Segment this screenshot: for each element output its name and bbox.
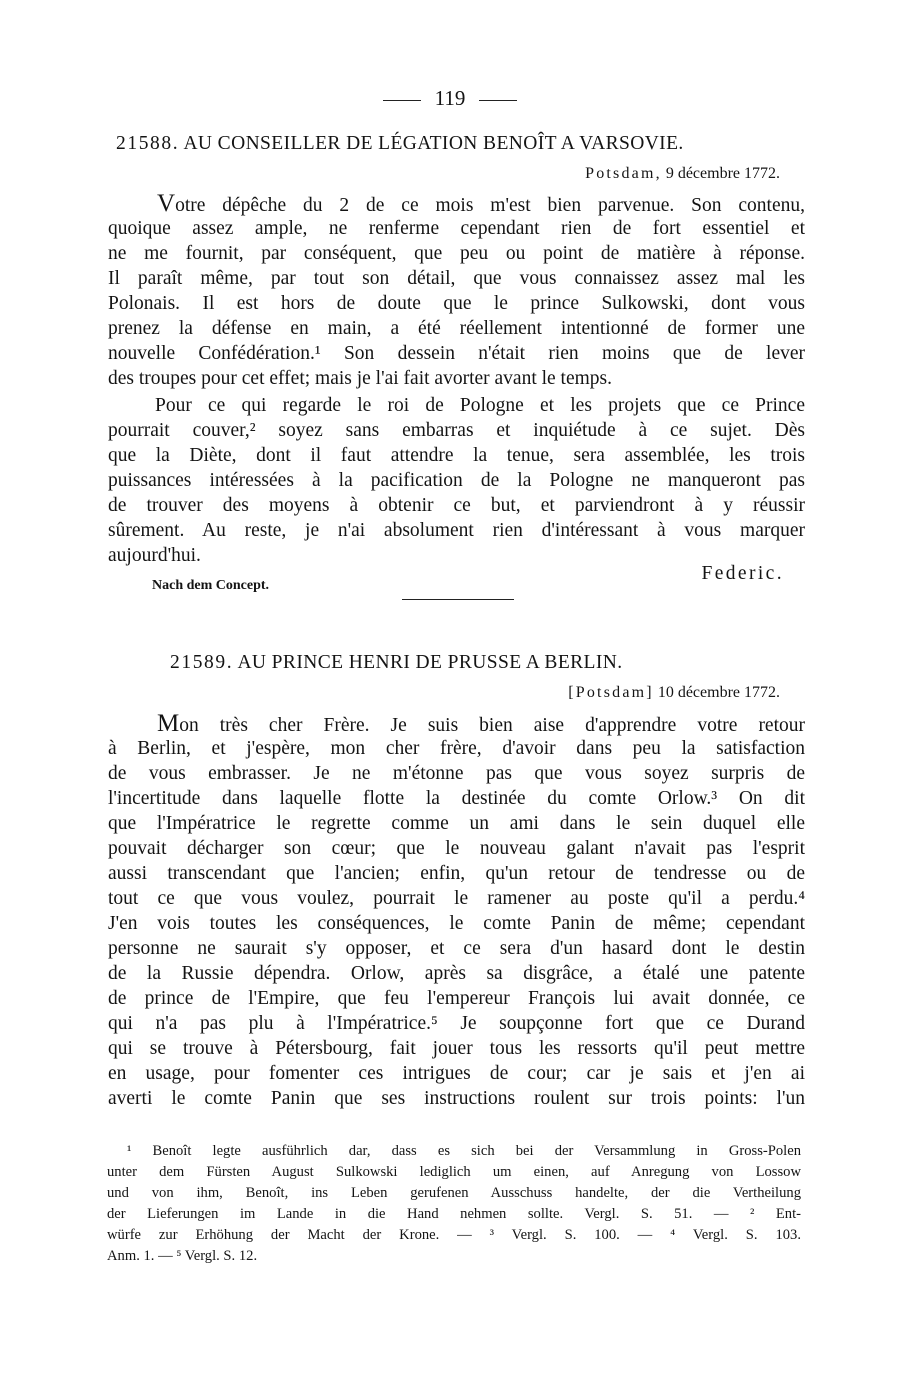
page-number-rule-right	[479, 100, 517, 101]
text-line: de prince de l'Empire, que feu l'empereur François lui avait donnée, ce	[108, 988, 805, 1009]
text-line: averti le comte Panin que ses instructions roulent sur trois points: l'un	[108, 1088, 805, 1109]
letter-place: Potsdam,	[585, 165, 662, 182]
letter-date: 10 décembre 1772.	[657, 684, 780, 701]
letter-place: [Potsdam]	[568, 684, 654, 701]
text-line: sûrement. Au reste, je n'ai absolument rien d'intéressant à vous marquer	[108, 520, 805, 541]
text-line: que la Diète, dont il faut attendre la tenue, sera assemblée, les trois	[108, 445, 805, 466]
text-line: nouvelle Confédération.¹ Son dessein n'était rien moins que de lever	[108, 343, 805, 364]
text-line: personne ne saurait s'y opposer, et ce sera d'un hasard dont le destin	[108, 938, 805, 959]
page-number-rule-left	[383, 100, 421, 101]
text-line: pourrait couver,² soyez sans embarras et inquiétude à ce sujet. Dès	[108, 420, 805, 441]
footnote-line: und von ihm, Benoît, ins Leben gerufenen Ausschuss handelte, der die Vertheilung	[107, 1185, 801, 1201]
source-note: Nach dem Concept.	[152, 578, 270, 593]
text-line: à Berlin, et j'espère, mon cher frère, d'avoir dans peu la satisfaction	[108, 738, 805, 759]
footnote-line: unter dem Fürsten August Sulkowski lediglich um einen, auf Anregung von Lossow	[107, 1164, 801, 1180]
letter-title: AU CONSEILLER DE LÉGATION BENOÎT A VARSOVIE.	[183, 133, 684, 154]
text-line: Mon très cher Frère. Je suis bien aise d'apprendre votre retour	[157, 710, 805, 737]
initial-letter: V	[157, 190, 176, 217]
footnote-line: ¹ Benoît legte ausführlich dar, dass es sich bei der Versammlung in Gross-Polen	[127, 1143, 801, 1159]
footnote-line: Anm. 1. — ⁵ Vergl. S. 12.	[107, 1248, 258, 1264]
text-line: Il paraît même, par tout son détail, que vous connaissez assez mal les	[108, 268, 805, 289]
text-line: aussi transcendant que l'ancien; enfin, qu'un retour de tendresse ou de	[108, 863, 805, 884]
text-line: Votre dépêche du 2 de ce mois m'est bien parvenue. Son contenu,	[157, 190, 805, 217]
text-line: prenez la défense en main, a été réellement intentionné de former une	[108, 318, 805, 339]
letter-heading	[170, 652, 623, 674]
signature: Federic.	[701, 563, 784, 584]
section-divider	[402, 599, 514, 600]
text-line: aujourd'hui.	[108, 545, 201, 566]
text-line: J'en vois toutes les conséquences, le comte Panin de même; cependant	[108, 913, 805, 934]
text-line: Polonais. Il est hors de doute que le prince Sulkowski, dont vous	[108, 293, 805, 314]
text-line: en usage, pour fomenter ces intrigues de cour; car je sais et j'en ai	[108, 1063, 805, 1084]
letter-date: 9 décembre 1772.	[665, 165, 780, 182]
text-line: puissances intéressées à la pacification de la Pologne ne manqueront pas	[108, 470, 805, 491]
footnote-line: der Lieferungen im Lande in die Hand nehmen sollte. Vergl. S. 51. — ² Ent-	[107, 1206, 801, 1222]
letter-number: 21589.	[170, 652, 234, 673]
letter-title: AU PRINCE HENRI DE PRUSSE A BERLIN.	[237, 652, 623, 673]
text-line: tout ce que vous voulez, pourrait le ramener au poste qu'il a perdu.⁴	[108, 888, 805, 909]
page-number-row	[0, 86, 900, 111]
text-line: de vous embrasser. Je ne m'étonne pas que vous soyez surpris de	[108, 763, 805, 784]
text-line: qui n'a pas plu à l'Impératrice.⁵ Je soupçonne fort que ce Durand	[108, 1013, 805, 1034]
page-number: 119	[434, 86, 466, 110]
text-line: qui se trouve à Pétersbourg, fait jouer tous les ressorts qu'il peut mettre	[108, 1038, 805, 1059]
text-line: que l'Impératrice le regrette comme un ami dans le sein duquel elle	[108, 813, 805, 834]
text-line: ne me fournit, par conséquent, que peu ou point de matière à réponse.	[108, 243, 805, 264]
letter-dateline	[568, 684, 780, 702]
text-line: de la Russie dépendra. Orlow, après sa disgrâce, a étalé une patente	[108, 963, 805, 984]
text-line: des troupes pour cet effet; mais je l'ai fait avorter avant le temps.	[108, 368, 613, 389]
letter-dateline	[585, 165, 780, 183]
text-line: Pour ce qui regarde le roi de Pologne et les projets que ce Prince	[155, 395, 805, 416]
letter-number: 21588.	[116, 133, 180, 154]
text-line: pouvait décharger son cœur; que le nouveau galant n'avait pas l'esprit	[108, 838, 805, 859]
letter-heading	[116, 133, 684, 155]
text-line: de trouver des moyens à obtenir ce but, et parviendront à y réussir	[108, 495, 805, 516]
footnote-line: würfe zur Erhöhung der Macht der Krone. — ³ Vergl. S. 100. — ⁴ Vergl. S. 103.	[107, 1227, 801, 1243]
text-line: quoique assez ample, ne renferme cependant rien de fort essentiel et	[108, 218, 805, 239]
initial-letter: M	[157, 710, 180, 737]
text-line: l'incertitude dans laquelle flotte la destinée du comte Orlow.³ On dit	[108, 788, 805, 809]
